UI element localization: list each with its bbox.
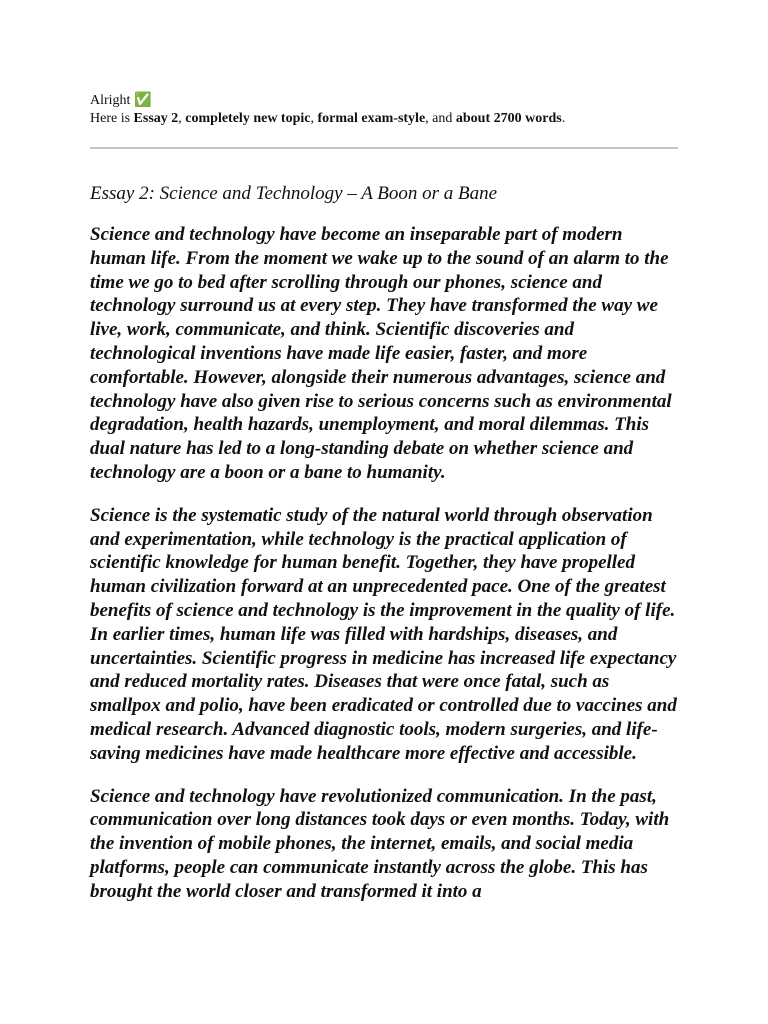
intro-words-label: about 2700 words [455,111,562,126]
essay-title: Essay 2: Science and Technology – A Boon or a Bane [90,183,498,204]
intro-topic-label: completely new topic [185,111,311,126]
intro-line-2 [90,110,680,128]
intro-essay-label: Essay 2 [133,111,179,126]
intro-line-1 [90,92,680,110]
horizontal-divider [90,147,678,149]
intro-style-label: formal exam-style [317,111,426,126]
intro-block [90,92,680,128]
essay-paragraph-3: Science and technology have revolutionized communication. In the past, communication over long distances took days or even months. Today, with the invention of mobile phones, the internet, emails, and social media platforms, people can communicate instantly across the globe. This has brought the world closer and transformed it into a [90,785,670,902]
intro-greeting: Alright [90,93,131,108]
intro-sep-2: , [310,111,318,126]
essay-paragraph-2: Science is the systematic study of the natural world through observation and experimentation, while technology is the practical application of scientific knowledge for human benefit. Together, they have propelled human civilization forward at an unprecedented pace. One of the greatest benefits of science and technology is the improvement in the quality of life. In earlier times, human life was filled with hardships, diseases, and uncertainties. Scientific progress in medicine has increased life expectancy and reduced mortality rates. Diseases that were once fatal, such as smallpox and polio, have been eradicated or controlled due to vaccines and medical research. Advanced diagnostic tools, modern surgeries, and life-saving medicines have made healthcare more effective and accessible. [90,504,677,764]
intro-sep-1: , [178,111,186,126]
check-icon: ✅ [133,93,152,108]
document-page [90,92,680,904]
intro-sep-3: , and [425,111,456,126]
essay-paragraph-1: Science and technology have become an inseparable part of modern human life. From the moment we wake up to the sound of an alarm to the time we go to bed after scrolling through our phones, science and technology surround us at every step. They have transformed the way we live, work, communicate, and think. Scientific discoveries and technological inventions have made life easier, faster, and more comfortable. However, alongside their numerous advantages, science and technology have also given rise to serious concerns such as environmental degradation, health hazards, unemployment, and moral dilemmas. This dual nature has led to a long-standing debate on whether science and technology are a boon or a bane to humanity. [90,224,672,483]
intro-prefix: Here is [90,111,134,126]
intro-end: . [561,111,566,126]
